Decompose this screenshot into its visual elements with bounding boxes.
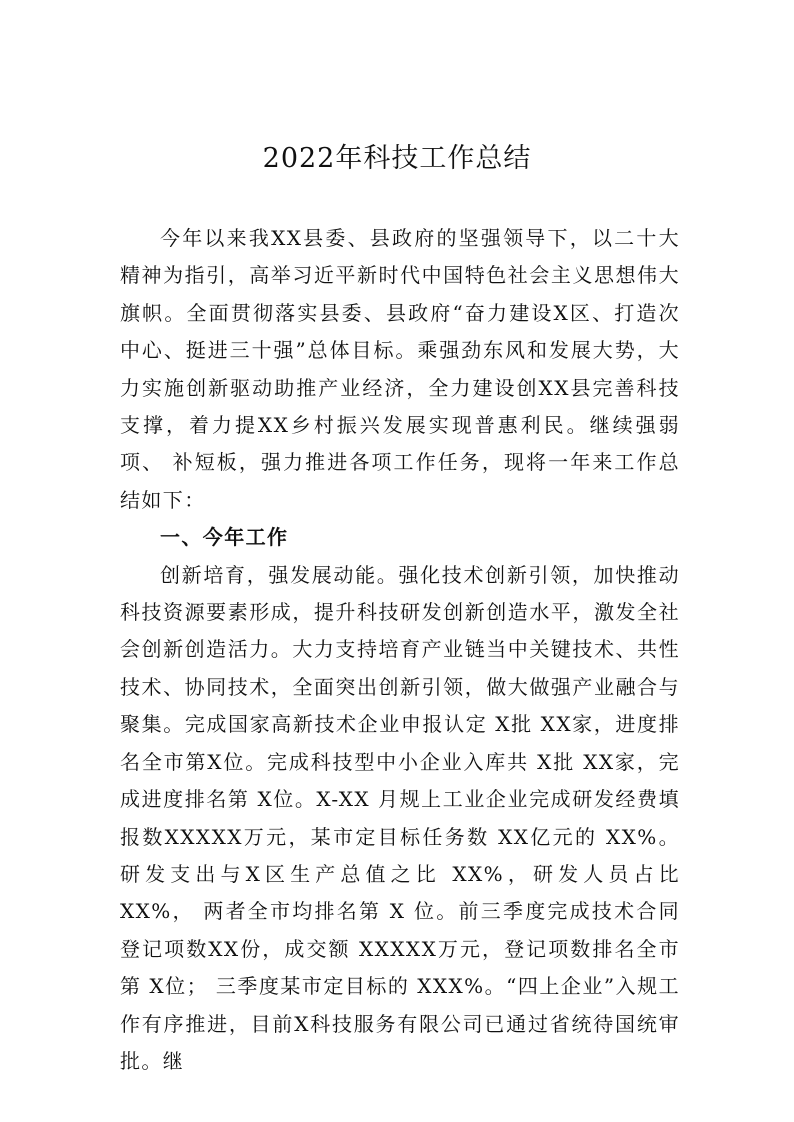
document-title: 2022年科技工作总结	[262, 143, 532, 174]
section-heading: 一、今年工作	[160, 525, 289, 550]
document-body	[120, 220, 680, 1080]
body-paragraph: 创新培育，强发展动能。强化技术创新引领，加快推动科技资源要素形成，提升科技研发创新创造水平，激发全社会创新创造活力。大力支持培育产业链当中关键技术、共性技术、协同技术，全面突出创新引领，做大做强产业融合与聚集。完成国家高新技术企业申报认定 X批 XX家，进度排名全市第X位。完成科技型中小企业入库共 X批 XX家，完成进度排名第 X位。X-XX 月规上工业企业完成研发经费填报数XXXXX万元，某市定目标任务数 XX亿元的 XX%。研发支出与X区生产总值之比 XX%，研发人员占比 XX%， 两者全市均排名第 X 位。前三季度完成技术合同登记项数XX份，成交额 XXXXX万元，登记项数排名全市第 X位； 三季度某市定目标的 XXX%。“四上企业”入规工作有序推进，目前X科技服务有限公司已通过省统待国统审批。继	[120, 562, 680, 1073]
intro-paragraph: 今年以来我XX县委、县政府的坚强领导下，以二十大精神为指引，高举习近平新时代中国特色社会主义思想伟大旗帜。全面贯彻落实县委、县政府“奋力建设X区、打造次中心、挺进三十强”总体目标。乘强劲东风和发展大势，大力实施创新驱动助推产业经济，全力建设创XX县完善科技支撑，着力提XX乡村振兴发展实现普惠利民。继续强弱项、 补短板，强力推进各项工作任务，现将一年来工作总结如下：	[120, 226, 680, 512]
